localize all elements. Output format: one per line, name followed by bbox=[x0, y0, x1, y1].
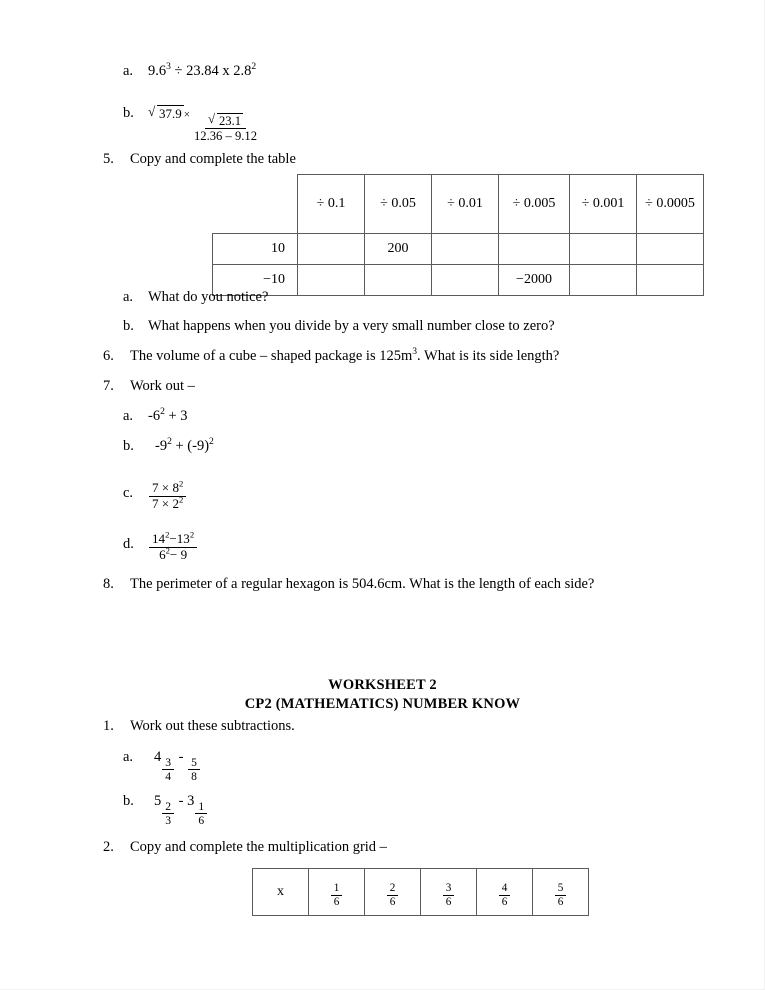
fraction-denominator: 3 bbox=[165, 813, 172, 827]
item-marker-7d: d. bbox=[123, 536, 134, 552]
cell-r0c5[interactable] bbox=[637, 234, 704, 265]
question-6-exponent: 3 bbox=[412, 346, 418, 358]
cell-r0c0[interactable] bbox=[298, 234, 365, 265]
denominator-exponent: 2 bbox=[179, 494, 184, 505]
item-marker-ws2-1b: b. bbox=[123, 793, 134, 809]
grid-fraction-2 bbox=[443, 882, 455, 908]
item-marker-4a: a. bbox=[123, 63, 134, 79]
denominator-tail: − 9 bbox=[169, 546, 188, 562]
question-4b bbox=[123, 104, 261, 143]
denominator-text: 7 × 2 bbox=[152, 495, 179, 511]
question-6-text bbox=[130, 347, 559, 365]
fraction-denominator: 6 bbox=[333, 895, 340, 908]
question-6 bbox=[103, 347, 559, 365]
question-7 bbox=[103, 377, 195, 395]
question-7a bbox=[123, 407, 188, 425]
fraction-numerator: 3 bbox=[162, 756, 174, 770]
mixed-fraction-2 bbox=[195, 800, 207, 827]
question-5b bbox=[123, 317, 555, 335]
item-marker-ws2-2: 2. bbox=[103, 839, 114, 855]
question-8-text: The perimeter of a regular hexagon is 504.6cm. What is the length of each side? bbox=[130, 576, 595, 592]
denominator-base: 6 bbox=[159, 546, 166, 562]
grid-header-3 bbox=[477, 869, 533, 916]
mixed-whole-1: 5 bbox=[154, 793, 162, 809]
cell-r1c3[interactable]: −2000 bbox=[499, 265, 570, 296]
fraction-numerator: 4 bbox=[499, 882, 511, 896]
ws2-question-1-text: Work out these subtractions. bbox=[130, 718, 295, 734]
item-marker-5a: a. bbox=[123, 289, 134, 305]
table-row bbox=[213, 234, 704, 265]
column-header-3: ÷ 0.005 bbox=[499, 175, 570, 234]
expression-4a bbox=[148, 62, 256, 80]
fraction-7c bbox=[149, 478, 186, 511]
ws2-question-2-text: Copy and complete the multiplication grid – bbox=[130, 839, 387, 855]
fraction-7d bbox=[149, 529, 197, 562]
fraction-denominator: 12.36 – 9.12 bbox=[193, 129, 258, 144]
multiplication-grid bbox=[252, 868, 589, 916]
item-marker-ws2-1a: a. bbox=[123, 749, 134, 765]
multiply-operator: x bbox=[222, 63, 230, 79]
mixed-fraction-1 bbox=[162, 800, 174, 827]
column-header-0: ÷ 0.1 bbox=[298, 175, 365, 234]
cell-r1c5[interactable] bbox=[637, 265, 704, 296]
numerator-first-base: 14 bbox=[152, 531, 166, 547]
grid-header-4 bbox=[533, 869, 589, 916]
expression-4b bbox=[148, 104, 261, 143]
subtract-operator: - bbox=[178, 749, 184, 765]
expression-7c bbox=[148, 474, 187, 512]
grid-header-2 bbox=[421, 869, 477, 916]
mixed-whole-1: 4 bbox=[154, 749, 162, 765]
question-7-text: Work out – bbox=[130, 378, 195, 394]
table-corner-cell bbox=[213, 175, 298, 234]
divide-operator: ÷ bbox=[174, 63, 183, 79]
grid-header-0 bbox=[309, 869, 365, 916]
table-row bbox=[213, 265, 704, 296]
cell-r1c1[interactable] bbox=[365, 265, 432, 296]
column-header-2: ÷ 0.01 bbox=[432, 175, 499, 234]
sqrt-23-1 bbox=[208, 112, 243, 128]
cell-r0c3[interactable] bbox=[499, 234, 570, 265]
fraction-numerator: 5 bbox=[555, 882, 567, 896]
item-marker-ws2-1: 1. bbox=[103, 718, 114, 734]
row-label-1: −10 bbox=[213, 265, 298, 296]
fraction-denominator: 6 bbox=[557, 895, 564, 908]
ws2-question-1 bbox=[103, 717, 295, 735]
item-marker-7b: b. bbox=[123, 438, 134, 454]
item-marker-6: 6. bbox=[103, 348, 114, 364]
numerator-exponent: 2 bbox=[179, 478, 184, 489]
question-7b bbox=[123, 437, 214, 455]
sqrt-37-9 bbox=[148, 104, 184, 122]
grid-fraction-4 bbox=[555, 882, 567, 908]
ws2-question-1b bbox=[123, 792, 208, 827]
question-7c bbox=[123, 474, 187, 512]
fraction-numerator bbox=[149, 529, 197, 548]
item-marker-7c: c. bbox=[123, 485, 134, 501]
fraction-denominator: 6 bbox=[445, 895, 452, 908]
mixed-fraction-1 bbox=[162, 756, 174, 783]
numerator-second-exponent: 2 bbox=[189, 529, 195, 540]
grid-fraction-3 bbox=[499, 882, 511, 908]
expression-ws2-1a bbox=[148, 748, 201, 783]
question-6-text-before: The volume of a cube – shaped package is 125m bbox=[130, 348, 413, 364]
question-5b-text: What happens when you divide by a very small number close to zero? bbox=[148, 318, 555, 334]
denominator-exponent: 2 bbox=[165, 545, 170, 556]
fraction-denominator: 8 bbox=[191, 769, 197, 783]
question-5a-text: What do you notice? bbox=[148, 289, 269, 305]
grid-fraction-1 bbox=[387, 882, 399, 908]
fraction-numerator: 2 bbox=[162, 800, 174, 814]
expr-exponent-1: 2 bbox=[167, 436, 172, 448]
expr-base-2: 2.8 bbox=[233, 63, 252, 79]
expr-exponent-1: 3 bbox=[166, 61, 171, 73]
fraction-denominator: 6 bbox=[198, 813, 205, 827]
expr-base: -6 bbox=[148, 408, 161, 424]
expr-exponent-2: 2 bbox=[251, 61, 257, 73]
cell-r0c2[interactable] bbox=[432, 234, 499, 265]
expression-7b bbox=[148, 437, 214, 455]
item-marker-5: 5. bbox=[103, 151, 114, 167]
expr-exponent: 2 bbox=[160, 406, 165, 418]
ws2-question-1a bbox=[123, 748, 201, 783]
column-header-1: ÷ 0.05 bbox=[365, 175, 432, 234]
subtract-operator: - bbox=[178, 793, 184, 809]
fraction-denominator: 6 bbox=[389, 895, 396, 908]
expr-tail: + 3 bbox=[168, 408, 188, 424]
expr-middle-value: 23.84 bbox=[186, 63, 219, 79]
expr-base-1: 9.6 bbox=[148, 63, 167, 79]
item-marker-8: 8. bbox=[103, 576, 114, 592]
mixed-whole-2: 3 bbox=[187, 793, 195, 809]
sqrt-radicand-2: 23.1 bbox=[218, 113, 242, 128]
cell-r1c0[interactable] bbox=[298, 265, 365, 296]
item-marker-7: 7. bbox=[103, 378, 114, 394]
multiply-operator: × bbox=[183, 109, 190, 121]
cell-r0c4[interactable] bbox=[570, 234, 637, 265]
numerator-text: 7 × 8 bbox=[152, 480, 179, 496]
fraction-denominator: 4 bbox=[165, 769, 172, 783]
numerator-second-base: −13 bbox=[169, 531, 190, 547]
expr-base-1: -9 bbox=[155, 438, 168, 454]
question-8 bbox=[103, 575, 594, 593]
item-marker-7a: a. bbox=[123, 408, 134, 424]
cell-r1c2[interactable] bbox=[432, 265, 499, 296]
question-4a bbox=[123, 62, 256, 80]
fraction-numerator bbox=[205, 112, 246, 129]
numerator-first-exponent: 2 bbox=[165, 529, 170, 540]
column-header-5: ÷ 0.0005 bbox=[637, 175, 704, 234]
fraction-denominator bbox=[149, 494, 186, 512]
column-header-4: ÷ 0.001 bbox=[570, 175, 637, 234]
expression-7d bbox=[148, 525, 198, 563]
fraction-2 bbox=[188, 756, 200, 783]
expr-exponent-2: 2 bbox=[209, 436, 214, 448]
grid-fraction-0 bbox=[331, 882, 343, 908]
fraction-4b bbox=[191, 112, 260, 143]
fraction-denominator bbox=[156, 545, 190, 563]
expr-middle: + (-9) bbox=[175, 438, 210, 454]
fraction-numerator: 3 bbox=[443, 882, 455, 896]
item-marker-5b: b. bbox=[123, 318, 134, 334]
ws2-question-2 bbox=[103, 838, 387, 856]
grid-corner-label: x bbox=[253, 869, 309, 916]
sqrt-radicand-1: 37.9 bbox=[159, 106, 182, 121]
fraction-numerator: 1 bbox=[195, 800, 207, 814]
fraction-numerator: 1 bbox=[331, 882, 343, 896]
item-marker-4b: b. bbox=[123, 105, 134, 121]
question-5-text: Copy and complete the table bbox=[130, 151, 296, 167]
question-5a bbox=[123, 288, 268, 306]
grid-header-row bbox=[253, 869, 589, 916]
grid-header-1 bbox=[365, 869, 421, 916]
fraction-numerator: 5 bbox=[188, 756, 200, 770]
fraction-numerator: 2 bbox=[387, 882, 399, 896]
question-7d bbox=[123, 525, 198, 563]
cell-r0c1[interactable]: 200 bbox=[365, 234, 432, 265]
question-6-text-after: . What is its side length? bbox=[417, 348, 560, 364]
divide-table bbox=[212, 174, 704, 296]
row-label-0: 10 bbox=[213, 234, 298, 265]
worksheet-heading-line2: CP2 (MATHEMATICS) NUMBER KNOW bbox=[244, 696, 521, 712]
expression-ws2-1b bbox=[148, 792, 208, 827]
table-header-row bbox=[213, 175, 704, 234]
fraction-denominator: 6 bbox=[501, 895, 508, 908]
question-5 bbox=[103, 150, 296, 168]
cell-r1c4[interactable] bbox=[570, 265, 637, 296]
expression-7a bbox=[148, 407, 188, 425]
worksheet-heading-line1: WORKSHEET 2 bbox=[328, 677, 437, 693]
